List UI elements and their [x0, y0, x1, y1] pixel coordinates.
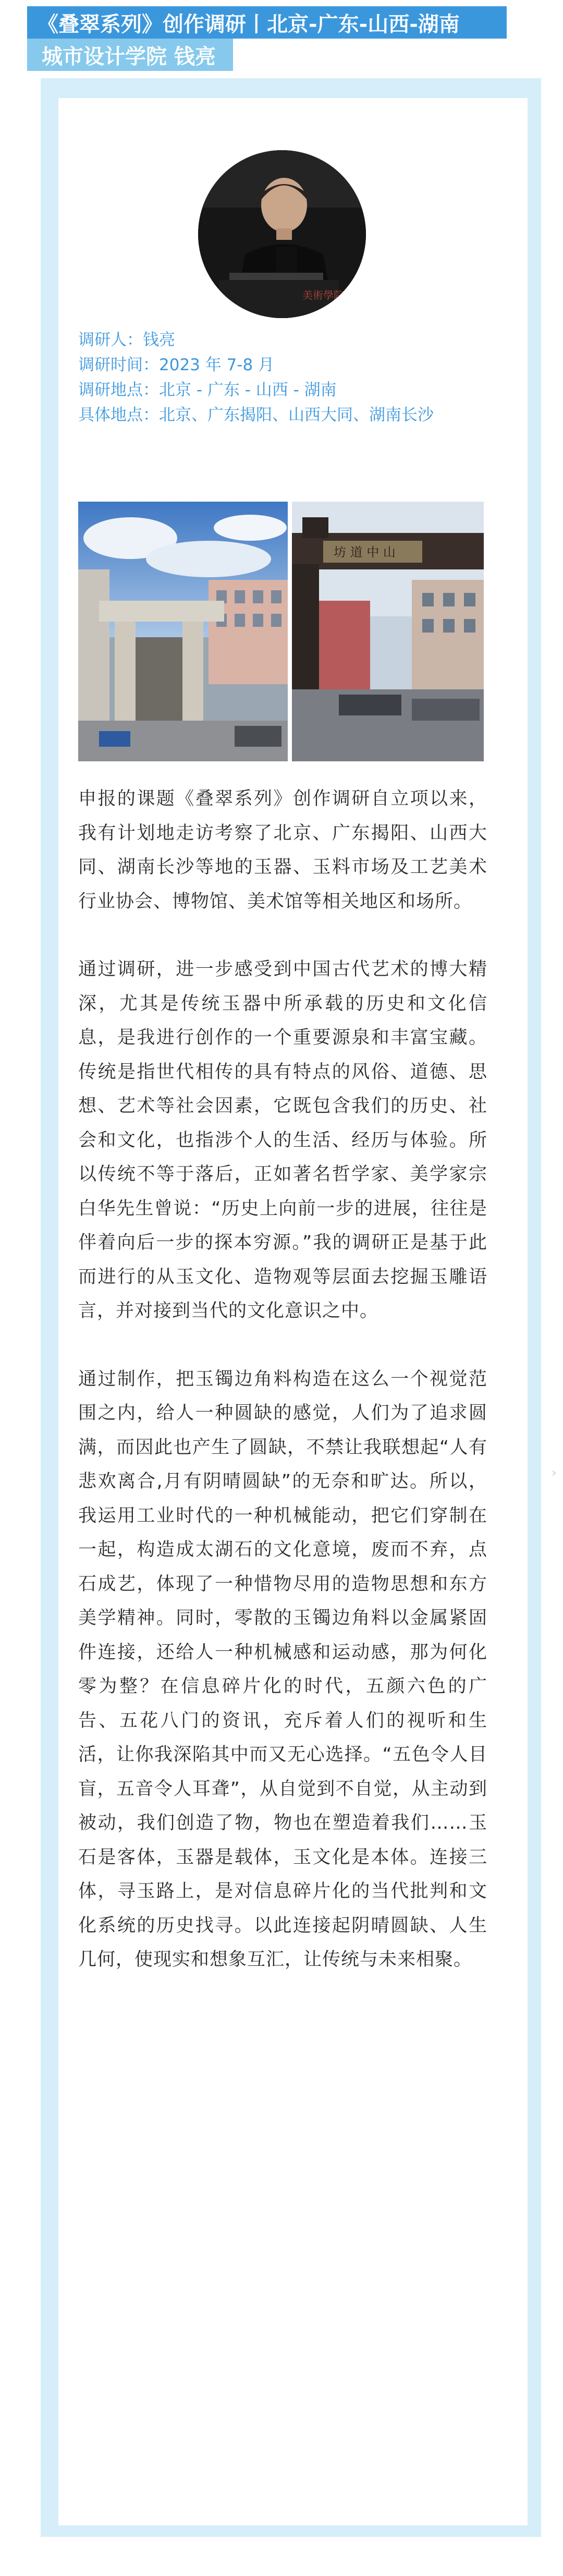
article-paragraph-2: 通过调研，进一步感受到中国古代艺术的博大精深，尤其是传统玉器中所承载的历史和文化信息，是我进行创作的一个重要源泉和丰富宝藏。传统是指世代相传的具有特点的风俗、道德、思想、艺术等社会因素，它既包含我们的历史、社会和文化，也指涉个人的生活、经历与体验。所以传统不等于落后，正如著名哲学家、美学家宗白华先生曾说：“历史上向前一步的进展，往往是伴着向后一步的探本穷源。”我的调研正是基于此而进行的从玉文化、造物观等层面去挖掘玉雕语言，并对接到当代的文化意识之中。: [78, 959, 487, 1321]
article-title: 《叠翠系列》创作调研丨北京-广东-山西-湖南: [38, 12, 460, 37]
museum-gate-photo: [78, 502, 288, 761]
arch-sign-text: 坊 道 中 山: [334, 545, 396, 560]
research-details: 具体地点：北京、广东揭阳、山西大同、湖南长沙: [78, 406, 434, 424]
article-paragraph-3: 通过制作，把玉镯边角料构造在这么一个视觉范围之内，给人一种圆缺的感觉，人们为了追求圆满，而因此也产生了圆缺，不禁让我联想起“人有悲欢离合,月有阴晴圆缺”的无奈和旷达。所以，我运用工业时代的一种机械能动，把它们穿制在一起，构造成太湖石的文化意境，废而不弃，点石成艺，体现了一种惜物尽用的造物思想和东方美学精神。同时，零散的玉镯边角料以金属紧固件连接，还给人一种机械感和运动感，那为何化零为整？在信息碎片化的时代，五颜六色的广告、五花八门的资讯，充斥着人们的视听和生活，让你我深陷其中而又无心选择。“五色令人目盲，五音令人耳聋”，从自觉到不自觉，从主动到被动，我们创造了物，物也在塑造着我们……玉石是客体，玉器是载体，玉文化是本体。连接三体，寻玉路上，是对信息碎片化的当代批判和文化系统的历史找寻。以此连接起阴晴圆缺、人生几何，使现实和想象互汇，让传统与未来相聚。: [78, 1368, 487, 1970]
researcher-portrait-image: [198, 150, 366, 318]
researcher-name: 调研人：钱亮: [78, 331, 175, 349]
street-arch-photo: [292, 502, 484, 761]
street-arch-image: [292, 502, 484, 761]
article-title-banner: [27, 6, 507, 39]
avatar-caption: 美術學院: [302, 289, 344, 301]
researcher-avatar: [198, 150, 366, 318]
scroll-indicator-icon: ›: [552, 1465, 557, 1480]
research-time: 调研时间：2023 年 7-8 月: [78, 356, 275, 374]
museum-gate-image: [78, 502, 288, 761]
research-locations: 调研地点：北京 - 广东 - 山西 - 湖南: [78, 381, 337, 399]
article-paragraph-1: 申报的课题《叠翠系列》创作调研自立项以来，我有计划地走访考察了北京、广东揭阳、山西大同、湖南长沙等地的玉器、玉料市场及工艺美术行业协会、博物馆、美术馆等相关地区和场所。: [78, 788, 487, 912]
article-body: [78, 782, 487, 2011]
research-info: [78, 327, 495, 428]
author-banner: [27, 39, 233, 71]
author-label: 城市设计学院 钱亮: [42, 44, 216, 69]
